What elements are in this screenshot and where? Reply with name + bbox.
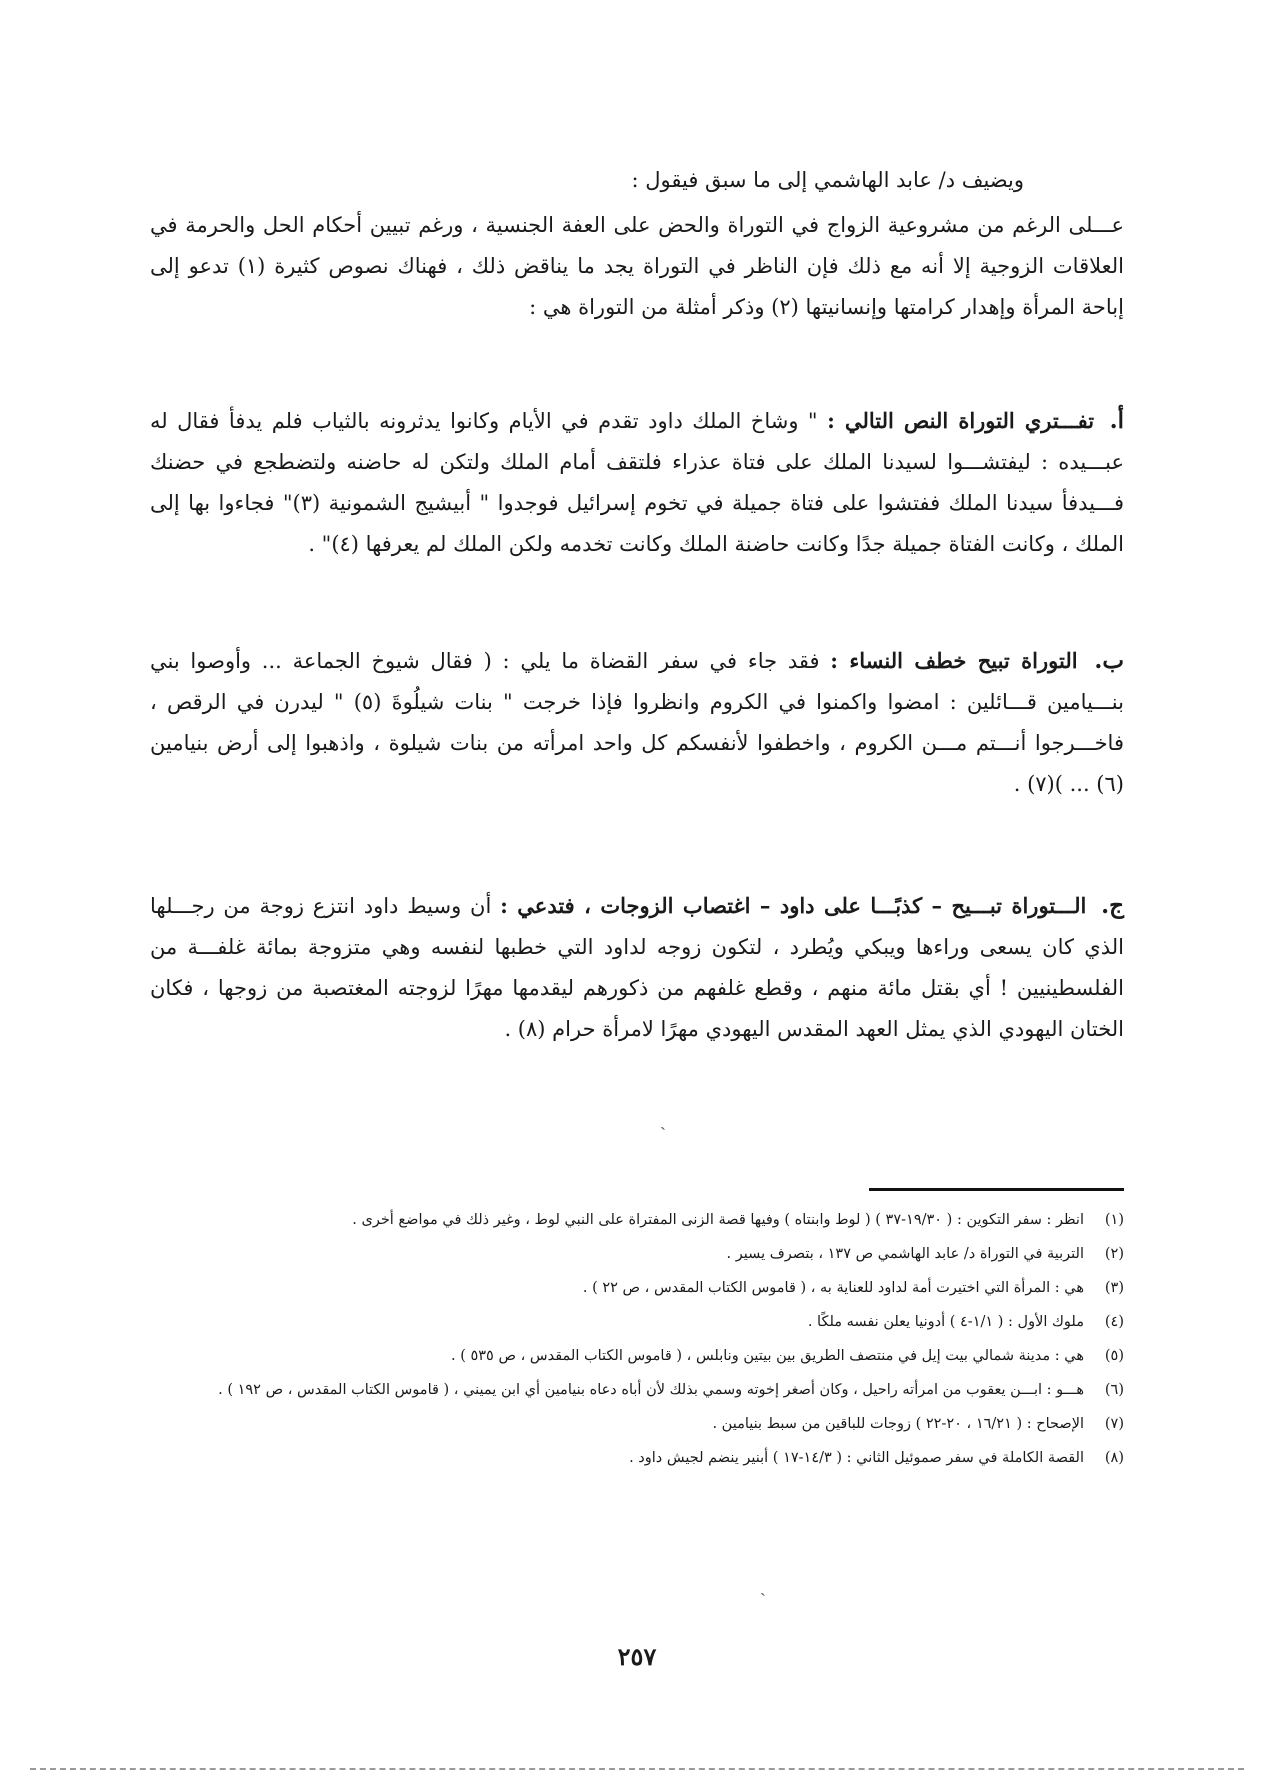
section-a xyxy=(150,400,1124,565)
footnote-item xyxy=(140,1414,1124,1434)
footnote-item xyxy=(140,1448,1124,1468)
footnote-text: هي : المرأة التي اختيرت أمة لداود للعناية به ، ( قاموس الكتاب المقدس ، ص ٢٢ ) . xyxy=(582,1280,1084,1296)
footnote-item xyxy=(140,1380,1124,1400)
footnote-number: (٦) xyxy=(1104,1382,1124,1398)
section-c-text: أن وسيط داود انتزع زوجة من رجـــلها الذي كان يسعى وراءها ويبكي ويُطرد ، لتكون زوجه لداود التي خطبها لنفسه وهي متزوجة بمائة غلفـــة من الفلسطينيين ! أي بقتل مائة منهم ، وقطع غلفهم من ذكورهم ليقدمها مهرًا لزوجته المغتصبة من زوجها ، فكان الختان اليهودي الذي يمثل العهد المقدس اليهودي مهرًا لامرأة حرام (٨) . xyxy=(150,894,1124,1041)
footnote-item xyxy=(140,1312,1124,1332)
footnote-text: هي : مدينة شمالي بيت إيل في منتصف الطريق بين بيتين ونابلس ، ( قاموس الكتاب المقدس ، ص ٥٣٥ ) . xyxy=(450,1348,1084,1364)
footnote-text: الإصحاح : ( ١٦/٢١ ، ٢٠-٢٢ ) زوجات للباقين من سبط بنيامين . xyxy=(712,1416,1084,1432)
page-number: ٢٥٧ xyxy=(617,1642,657,1671)
footnote-text: التربية في التوراة د/ عابد الهاشمي ص ١٣٧ ، بتصرف يسير . xyxy=(726,1246,1084,1262)
section-b-text: فقد جاء في سفر القضاة ما يلي : ( فقال شيوخ الجماعة ... وأوصوا بني بنـــيامين قـــائلين : امضوا واكمنوا في الكروم وانظروا فإذا خرجت " بنات شيلُوةَ (٥) " ليدرن في الرقص ، فاخـــرجوا أنـــتم مـــن الكروم ، واخطفوا لأنفسكم كل واحد امرأته من بنات شيلوة ، واذهبوا إلى أرض بنيامين (٦) ... )(٧) . xyxy=(150,649,1124,796)
footnote-number: (١) xyxy=(1104,1212,1124,1228)
footnote-text: القصة الكاملة في سفر صموئيل الثاني : ( ١٤/٣-١٧ ) أبنير ينضم لجيش داود . xyxy=(629,1450,1084,1466)
footnote-number: (٢) xyxy=(1104,1246,1124,1262)
footnote-number: (٤) xyxy=(1104,1314,1124,1330)
footnote-number: (٣) xyxy=(1104,1280,1124,1296)
footnote-item xyxy=(140,1278,1124,1298)
section-c-marker: ج. xyxy=(1101,892,1124,919)
intro-line: ويضيف د/ عابد الهاشمي إلى ما سبق فيقول : xyxy=(631,168,1024,192)
scan-edge-line xyxy=(30,1768,1244,1770)
section-b xyxy=(150,640,1124,805)
section-a-heading: تفـــتري التوراة النص التالي : xyxy=(827,408,1095,433)
footnote-number: (٨) xyxy=(1104,1450,1124,1466)
intro-paragraph: عـــلى الرغم من مشروعية الزواج في التوراة والحض على العفة الجنسية ، ورغم تبيين أحكام الحل والحرمة في العلاقات الزوجية إلا أنه مع ذلك فإن الناظر في التوراة يجد ما يناقض ذلك ، فهناك نصوص كثيرة (١) تدعو إلى إباحة المرأة وإهدار كرامتها وإنسانيتها (٢) وذكر أمثلة من التوراة هي : xyxy=(150,213,1124,319)
footnotes-list xyxy=(140,1210,1124,1482)
footnote-separator xyxy=(869,1188,1124,1191)
scan-speck: ˎ xyxy=(660,1110,666,1131)
footnote-text: هـــو : ابـــن يعقوب من امرأته راحيل ، وكان أصغر إخوته وسمي بذلك لأن أباه دعاه بنيامين أي ابن يميني ، ( قاموس الكتاب المقدس ، ص ١٩٢ ) . xyxy=(218,1382,1084,1398)
footnote-item xyxy=(140,1346,1124,1366)
section-b-heading: التوراة تبيح خطف النساء : xyxy=(830,648,1078,673)
footnote-number: (٧) xyxy=(1104,1416,1124,1432)
footnote-item xyxy=(140,1244,1124,1264)
section-a-marker: أ. xyxy=(1109,407,1124,434)
footnote-text: انظر : سفر التكوين : ( ١٩/٣٠-٣٧ ) ( لوط وابنتاه ) وفيها قصة الزنى المفتراة على النبي لوط ، وغير ذلك في مواضع أخرى . xyxy=(352,1212,1084,1228)
section-a-text: " وشاخ الملك داود تقدم في الأيام وكانوا يدثرونه بالثياب فلم يدفأ فقال له عبـــيده : ليفتشـــوا لسيدنا الملك على فتاة عذراء فلتقف أمام الملك ولتكن له حاضنه ولتضطجع في حضنك فـــيدفأ سيدنا الملك ففتشوا على فتاة جميلة في تخوم إسرائيل فوجدوا " أبيشيج الشمونية (٣)" فجاءوا بها إلى الملك ، وكانت الفتاة جميلة جدًا وكانت حاضنة الملك وكانت تخدمه ولكن الملك لم يعرفها (٤)" . xyxy=(150,409,1124,556)
footnote-number: (٥) xyxy=(1104,1348,1124,1364)
footnote-item xyxy=(140,1210,1124,1230)
scan-speck: ˎ xyxy=(760,1576,766,1597)
section-c-heading: الـــتوراة تبـــيح – كذبًـــا على داود – اغتصاب الزوجات ، فتدعي : xyxy=(500,893,1087,918)
footnote-text: ملوك الأول : ( ١/١-٤ ) أدونيا يعلن نفسه ملكًا . xyxy=(807,1314,1084,1330)
section-b-marker: ب. xyxy=(1094,647,1124,674)
section-c xyxy=(150,885,1124,1050)
